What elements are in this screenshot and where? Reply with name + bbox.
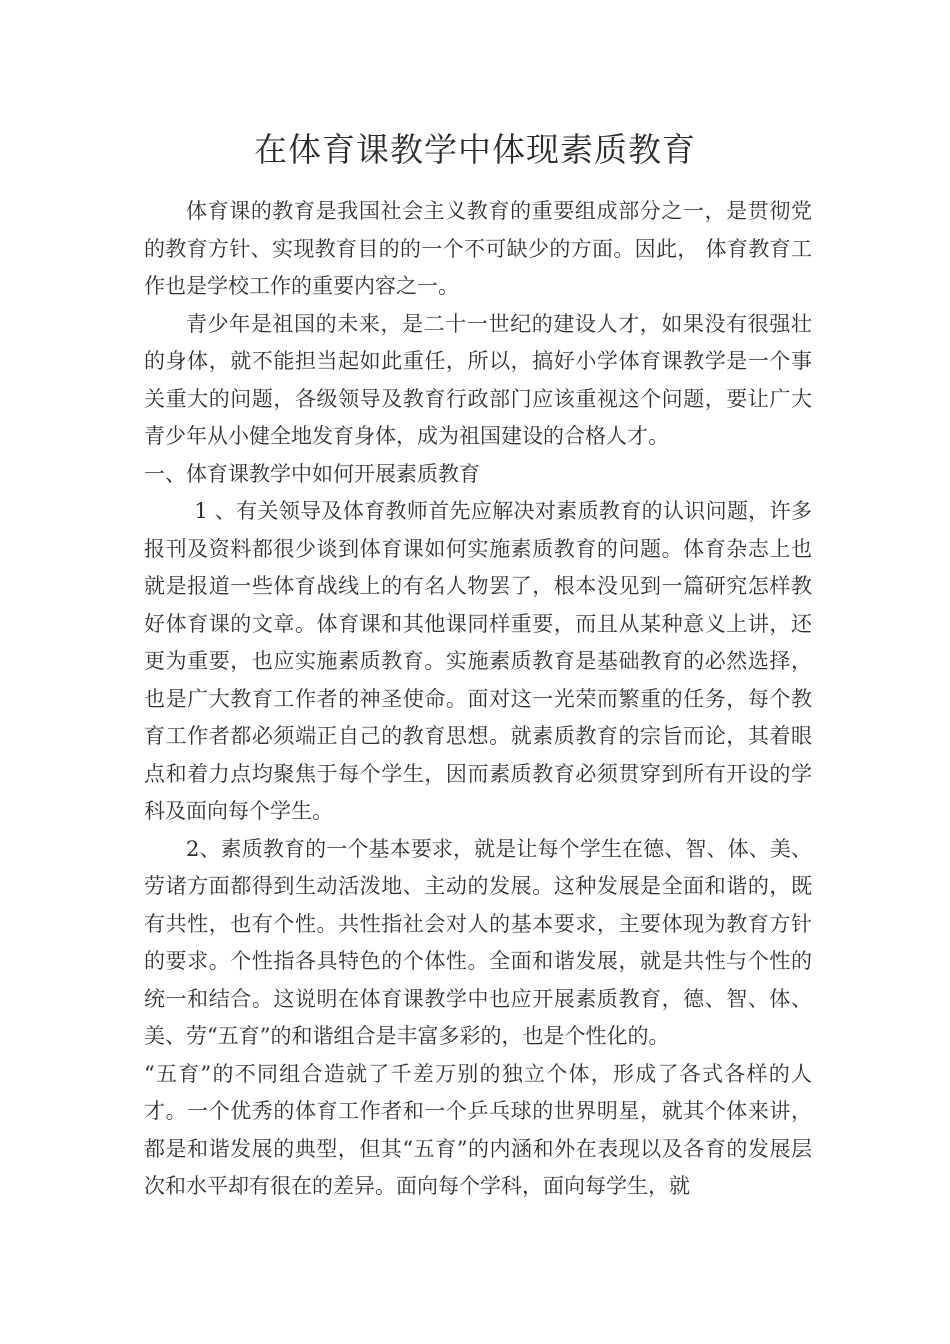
paragraph-five-education: “五育”的不同组合造就了千差万别的独立个体，形成了各式各样的人才。一个优秀的体育工作者和一个乒乓球的世界明星，就其个体来讲，都是和谐发展的典型，但其“五育”的内涵和外在表现以及各育的发展层次和水平却有很在的差异。面向每个学科，面向每学生，就 (144, 1061, 812, 1198)
section-heading: 一、体育课教学中如何开展素质教育 (144, 461, 480, 486)
paragraph-youth: 青少年是祖国的未来，是二十一世纪的建设人才，如果没有很强壮的身体，就不能担当起如此重任，所以，搞好小学体育课教学是一个事关重大的问题，各级领导及教育行政部门应该重视这个问题，要让广大青少年从小健全地发育身体，成为祖国建设的合格人才。 (144, 311, 812, 448)
document-body (144, 193, 812, 1206)
paragraph-intro: 体育课的教育是我国社会主义教育的重要组成部分之一，是贯彻党的教育方针、实现教育目的的一个不可缺少的方面。因此， 体育教育工作也是学校工作的重要内容之一。 (144, 199, 812, 298)
paragraph-point-1: 1 、有关领导及体育教师首先应解决对素质教育的认识问题，许多报刊及资料都很少谈到体育课如何实施素质教育的问题。体育杂志上也就是报道一些体育战线上的有名人物罢了，根本没见到一篇研究怎样教好体育课的文章。体育课和其他课同样重要，而且从某种意义上讲，还更为重要，也应实施素质教育。实施素质教育是基础教育的必然选择，也是广大教育工作者的神圣使命。面对这一光荣而繁重的任务，每个教育工作者都必须端正自己的教育思想。就素质教育的宗旨而论，其着眼点和着力点均聚焦于每个学生，因而素质教育必须贯穿到所有开设的学科及面向每个学生。 (144, 499, 812, 823)
paragraph-point-2: 2、素质教育的一个基本要求，就是让每个学生在德、智、体、美、劳诸方面都得到生动活泼地、主动的发展。这种发展是全面和谐的，既有共性，也有个性。共性指社会对人的基本要求，主要体现为教育方针的要求。个性指各具特色的个体性。全面和谐发展，就是共性与个性的统一和结合。这说明在体育课教学中也应开展素质教育，德、智、体、美、劳“五育”的和谐组合是丰富多彩的，也是个性化的。 (144, 836, 812, 1048)
document-title: 在体育课教学中体现素质教育 (254, 130, 696, 169)
